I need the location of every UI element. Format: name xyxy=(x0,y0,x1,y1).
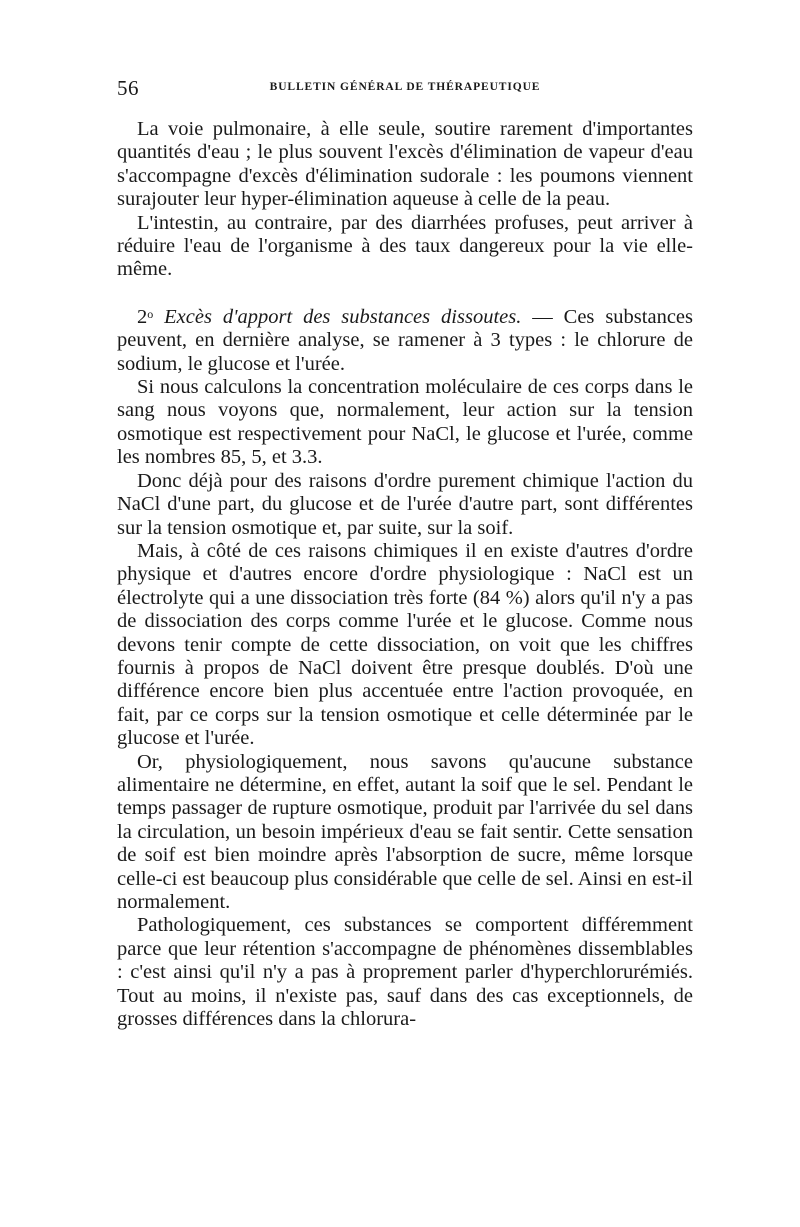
section-number: 2 xyxy=(137,305,148,328)
paragraph-physiological-thirst: Or, physiologiquement, nous savons qu'aucune substance alimentaire ne détermine, en effet, autant la soif que le sel. Pendant le temps passager de rupture osmotique, produit par l'arrivée du sel dans la circulation, un besoin impérieux d'eau se fait sentir. Cette sensation de soif est bien moindre après l'absorption de sucre, même lorsque celle-ci est beaucoup plus considérable que celle de sel. Ainsi en est-il normalement. xyxy=(117,750,693,913)
paragraph-pathological: Pathologiquement, ces substances se comportent différemment parce que leur rétention s'accompagne de phénomènes dissemblables : c'est ainsi qu'il n'y a pas à proprement parler d'hyperchlorurémiés. Tout au moins, il n'existe pas, sauf dans des cas exceptionnels, de grosses différences dans la chlorura- xyxy=(117,914,693,1031)
page-header xyxy=(117,76,693,98)
page-number: 56 xyxy=(117,76,139,100)
body-text xyxy=(117,118,693,1031)
section-ordinal-suffix: o xyxy=(147,306,154,321)
paragraph-pulmonary: La voie pulmonaire, à elle seule, soutire rarement d'importantes quantités d'eau ; le plus souvent l'excès d'élimination de vapeur d'eau s'accompagne d'excès d'élimination sudorale : les poumons viennent surajouter leur hyper-élimination aqueuse à celle de la peau. xyxy=(117,118,693,211)
paragraph-molecular-concentration: Si nous calculons la concentration moléculaire de ces corps dans le sang nous voyons que, normalement, leur action sur la tension osmotique est respectivement pour NaCl, le glucose et l'urée, comme les nombres 85, 5, et 3.3. xyxy=(117,376,693,469)
paragraph-chemical-reasons: Donc déjà pour des raisons d'ordre purement chimique l'action du NaCl d'une part, du glucose et de l'urée d'autre part, sont différentes sur la tension osmotique et, par suite, sur la soif. xyxy=(117,469,693,539)
section-intro-text: — Ces substances peuvent, en dernière analyse, se ramener à 3 types : le chlorure de sodium, le glucose et l'urée. xyxy=(117,305,693,375)
paragraph-physical-reasons: Mais, à côté de ces raisons chimiques il en existe d'autres d'ordre physique et d'autres encore d'ordre physiologique : NaCl est un électrolyte qui a une dissociation très forte (84 %) alors qu'il n'y a pas de dissociation des corps comme l'urée et le glucose. Comme nous devons tenir compte de cette dissociation, on voit que les chiffres fournis à propos de NaCl doivent être presque doublés. D'où une différence encore bien plus accentuée entre l'action provoquée, en fait, par ce corps sur la tension osmotique et celle déterminée par le glucose et l'urée. xyxy=(117,539,693,750)
paragraph-intestine: L'intestin, au contraire, par des diarrhées profuses, peut arriver à réduire l'eau de l'organisme à des taux dangereux pour la vie elle-même. xyxy=(117,211,693,281)
section-excess-intake xyxy=(117,303,693,376)
section-heading: Excès d'apport des substances dissoutes. xyxy=(164,305,522,328)
running-title: BULLETIN GÉNÉRAL DE THÉRAPEUTIQUE xyxy=(269,81,541,93)
